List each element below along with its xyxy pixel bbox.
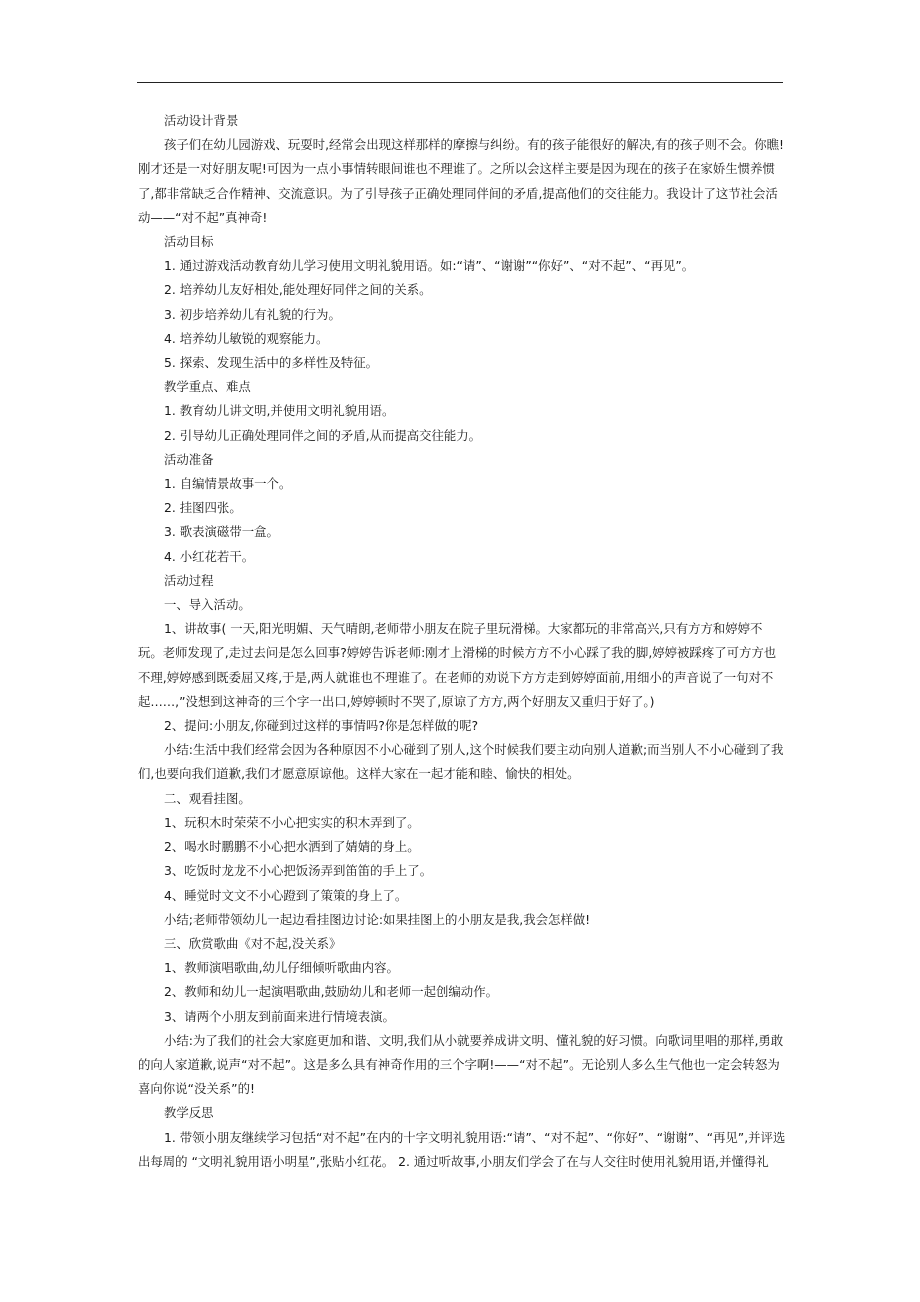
- paragraph: 1、讲故事( 一天,阳光明媚、天气晴朗,老师带小朋友在院子里玩滑梯。大家都玩的非常高兴,只有方方和婷婷不玩。老师发现了,走过去问是怎么回事?婷婷告诉老师:刚才上滑梯的时候方方不小心踩了我的脚,婷婷被踩疼了可方方也不理,婷婷感到既委屈又疼,于是,两人就谁也不理谁了。在老师的劝说下方方走到婷婷面前,用细小的声音说了一句对不起……,”没想到这神奇的三个字一出口,婷婷顿时不哭了,原谅了方方,两个好朋友又重归于好了。): [138, 621, 777, 709]
- list-item: 2. 培养幼儿友好相处,能处理好同伴之间的关系。: [164, 282, 432, 298]
- list-item: 5. 探索、发现生活中的多样性及特征。: [164, 355, 379, 371]
- list-item: 1. 通过游戏活动教育幼儿学习使用文明礼貌用语。如:“请”、“谢谢”“你好”、“对不起”、“再见”。: [164, 258, 695, 274]
- header-rule: [137, 82, 783, 83]
- section-heading: 活动准备: [164, 451, 214, 467]
- list-item: 2. 挂图四张。: [164, 500, 242, 516]
- list-item: 3、请两个小朋友到前面来进行情境表演。: [164, 1008, 395, 1024]
- list-item: 2、喝水时鹏鹏不小心把水洒到了婧婧的身上。: [164, 839, 420, 855]
- list-item: 4. 培养幼儿敏锐的观察能力。: [164, 330, 329, 346]
- list-item: 4、睡觉时文文不小心蹬到了策策的身上了。: [164, 887, 408, 903]
- summary-paragraph: 小结;老师带领幼儿一起边看挂图边讨论:如果挂图上的小朋友是我,我会怎样做!: [164, 911, 591, 927]
- subsection-heading: 一、导入活动。: [164, 597, 251, 613]
- summary-paragraph: 小结:为了我们的社会大家庭更加和谐、文明,我们从小就要养成讲文明、懂礼貌的好习惯。向歌词里唱的那样,勇敢的向人家道歉,说声“对不起”。这是多么具有神奇作用的三个字啊!——“对不起”。无论别人多么生气他也一定会转怒为喜向你说“没关系”的!: [138, 1032, 784, 1097]
- list-item: 1、玩积木时荣荣不小心把实实的积木弄到了。: [164, 814, 420, 830]
- section-heading: 活动目标: [164, 234, 214, 250]
- list-item: 4. 小红花若干。: [164, 548, 255, 564]
- list-item: 3. 歌表演磁带一盒。: [164, 524, 279, 540]
- list-item: 3、吃饭时龙龙不小心把饭汤弄到笛笛的手上了。: [164, 863, 433, 879]
- list-item: 1. 自编情景故事一个。: [164, 476, 292, 492]
- section-heading: 教学重点、难点: [164, 379, 251, 395]
- list-item: 1. 教育幼儿讲文明,并使用文明礼貌用语。: [164, 403, 395, 419]
- document-body: [138, 109, 786, 1174]
- section-heading: 活动过程: [164, 572, 214, 588]
- subsection-heading: 三、欣赏歌曲《对不起,没关系》: [164, 935, 342, 951]
- list-item: 2、教师和幼儿一起演唱歌曲,鼓励幼儿和老师一起创编动作。: [164, 984, 498, 1000]
- section-heading: 活动设计背景: [164, 113, 239, 128]
- paragraph: 1. 带领小朋友继续学习包括“对不起”在内的十字文明礼貌用语:“请”、“对不起”、“你好”、“谢谢”、“再见”,并评选出每周的 “文明礼貌用语小明星”,张贴小红花。 2. 通过听故事,小朋友们学会了在与人交往时使用礼貌用语,并懂得礼: [138, 1129, 786, 1169]
- list-item: 1、教师演唱歌曲,幼儿仔细倾听歌曲内容。: [164, 960, 399, 976]
- subsection-heading: 二、观看挂图。: [164, 790, 251, 806]
- paragraph: 孩子们在幼儿园游戏、玩耍时,经常会出现这样那样的摩擦与纠纷。有的孩子能很好的解决,有的孩子则不会。你瞧!刚才还是一对好朋友呢!可因为一点小事情转眼间谁也不理谁了。之所以会这样主要是因为现在的孩子在家娇生惯养惯了,都非常缺乏合作精神、交流意识。为了引导孩子正确处理同伴间的矛盾,提高他们的交往能力。我设计了这节社会活动——“对不起”真神奇!: [138, 137, 784, 225]
- summary-paragraph: 小结:生活中我们经常会因为各种原因不小心碰到了别人,这个时候我们要主动向别人道歉;而当别人不小心碰到了我们,也要向我们道歉,我们才愿意原谅他。这样大家在一起才能和睦、愉快的相处。: [138, 742, 784, 782]
- section-heading: 教学反思: [164, 1105, 214, 1121]
- list-item: 3. 初步培养幼儿有礼貌的行为。: [164, 306, 341, 322]
- paragraph: 2、提问:小朋友,你碰到过这样的事情吗?你是怎样做的呢?: [164, 718, 479, 734]
- list-item: 2. 引导幼儿正确处理同伴之间的矛盾,从而提高交往能力。: [164, 427, 482, 443]
